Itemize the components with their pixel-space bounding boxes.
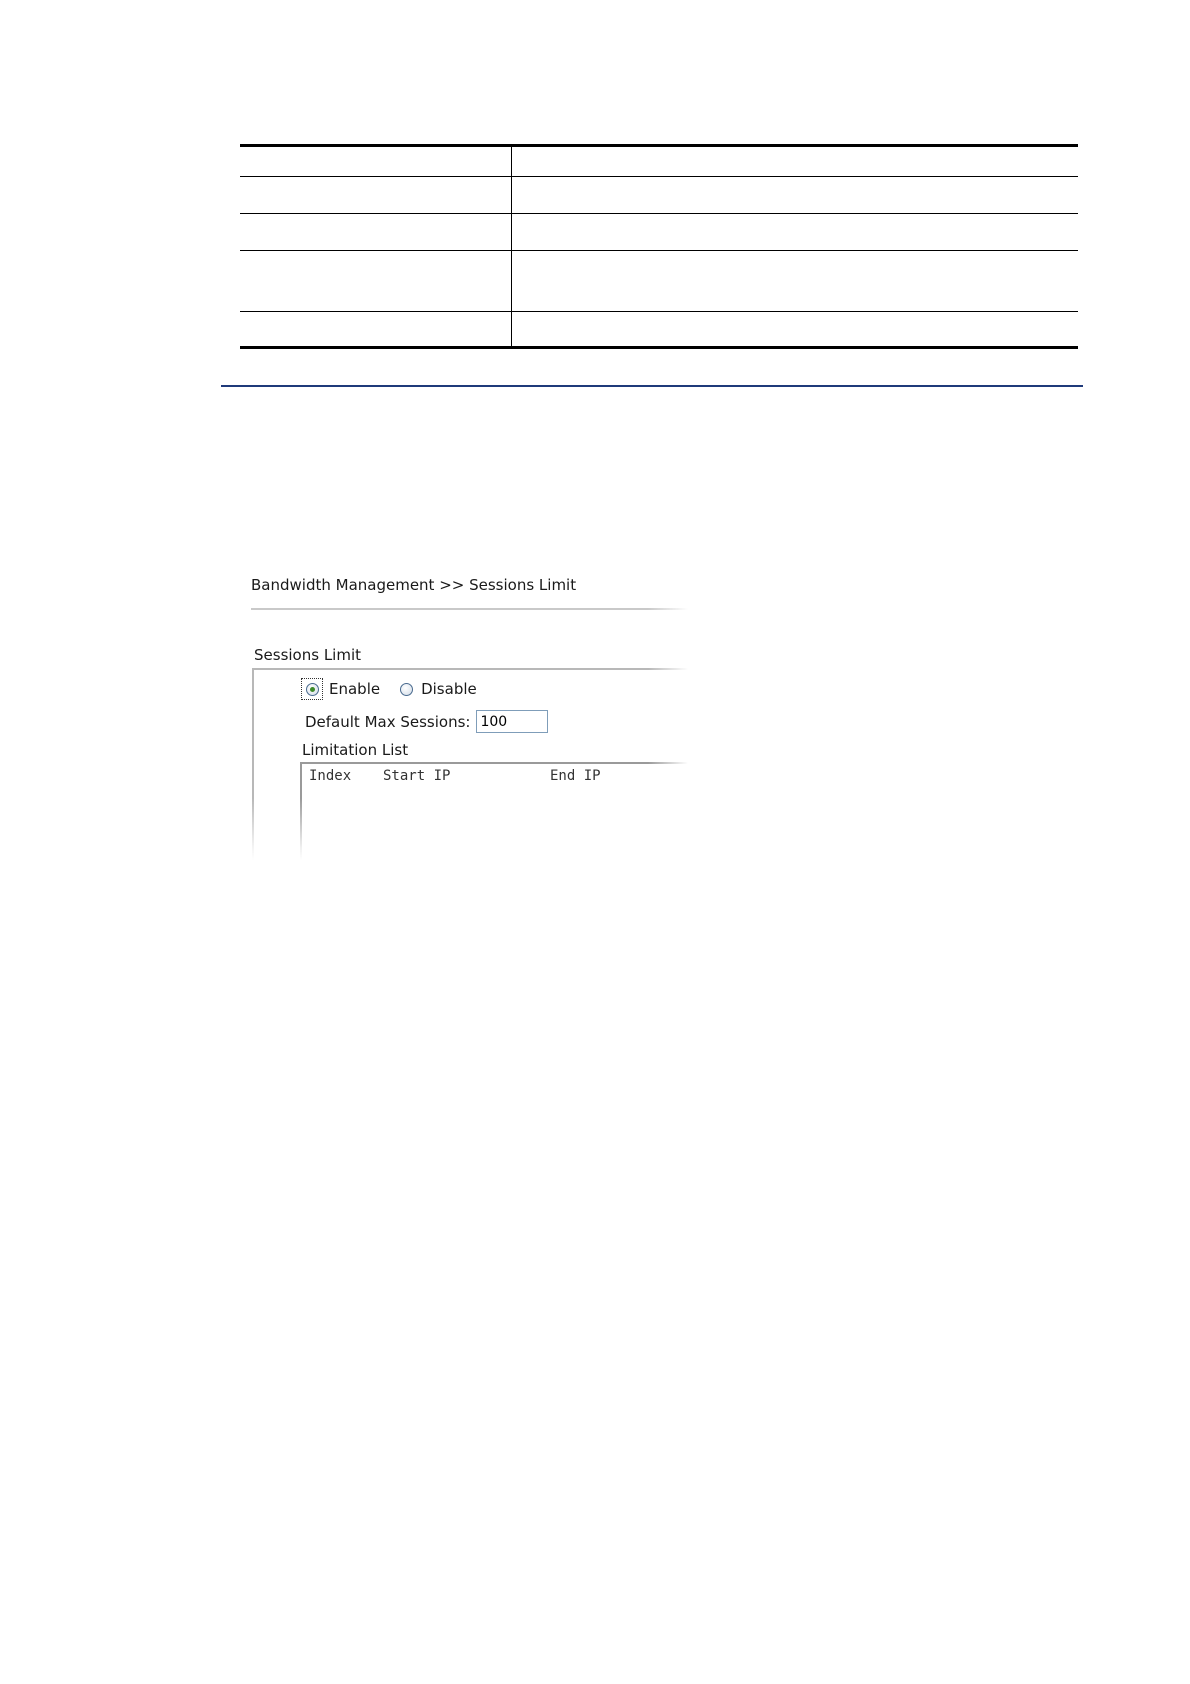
table-row	[240, 312, 1078, 348]
table-row	[240, 214, 1078, 251]
breadcrumb: Bandwidth Management >> Sessions Limit	[251, 576, 577, 594]
table-row	[240, 146, 1078, 177]
table-cell	[240, 214, 512, 251]
disable-radio-label[interactable]: Disable	[421, 680, 477, 698]
title-divider	[251, 608, 688, 610]
table-cell	[512, 146, 1079, 177]
limitation-list-label: Limitation List	[302, 741, 409, 759]
enable-radio-label[interactable]: Enable	[329, 680, 381, 698]
document-table	[240, 144, 1078, 349]
section-title: Sessions Limit	[254, 646, 361, 664]
disable-radio[interactable]	[400, 683, 413, 696]
enable-radio[interactable]	[306, 683, 319, 696]
table-cell	[240, 146, 512, 177]
table-cell	[240, 312, 512, 348]
column-header-start-ip: Start IP	[383, 768, 451, 784]
column-header-index: Index	[309, 768, 352, 784]
table-cell	[240, 251, 512, 312]
table-cell	[512, 251, 1079, 312]
table-row	[240, 251, 1078, 312]
column-header-end-ip: End IP	[550, 768, 601, 784]
enable-radio-focus[interactable]	[301, 678, 323, 700]
default-max-sessions-input[interactable]	[476, 710, 548, 733]
limitation-list-header	[309, 768, 601, 848]
default-max-sessions-row	[305, 710, 548, 733]
limitation-list-box[interactable]	[300, 762, 688, 860]
table-cell	[240, 177, 512, 214]
table-row	[240, 177, 1078, 214]
table-cell	[512, 177, 1079, 214]
table-cell	[512, 312, 1079, 348]
section-divider	[221, 385, 1083, 387]
enable-disable-radio-group	[301, 678, 497, 700]
table-cell	[512, 214, 1079, 251]
default-max-sessions-label: Default Max Sessions:	[305, 712, 471, 731]
sessions-limit-screenshot	[248, 568, 688, 860]
